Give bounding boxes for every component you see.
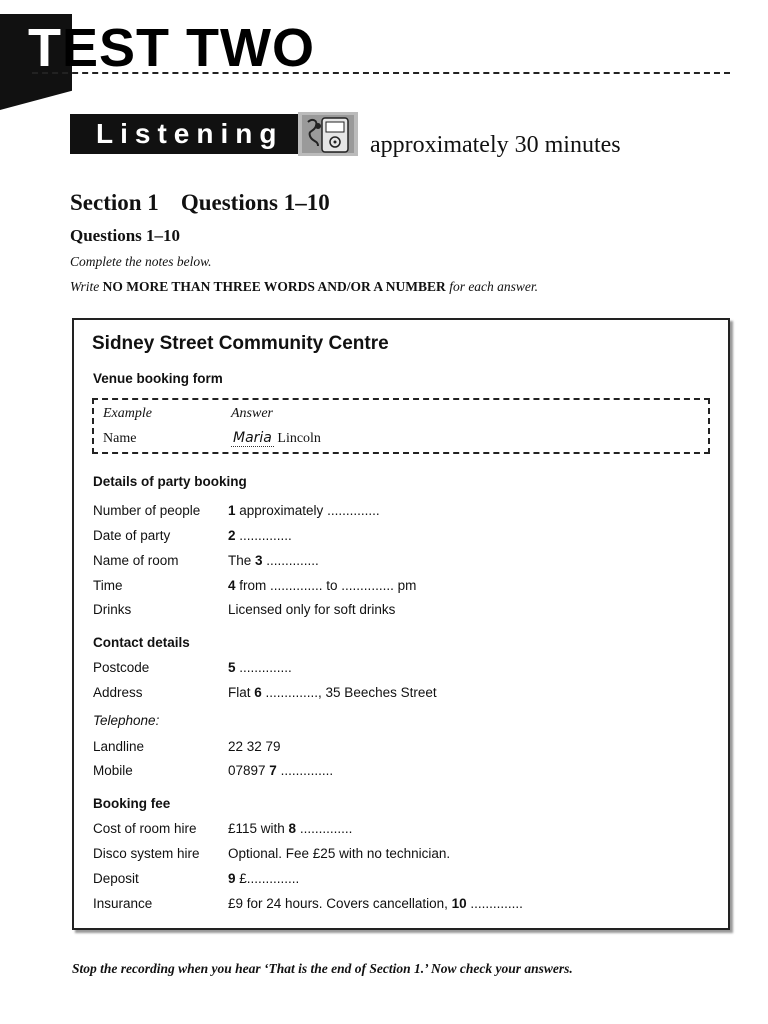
landline-value: 22 32 79: [228, 739, 281, 754]
answer-blank-10[interactable]: [228, 895, 523, 913]
insurance-label: Insurance: [93, 896, 153, 911]
mobile-label: Mobile: [93, 763, 133, 778]
answer-blank-7[interactable]: [228, 762, 333, 780]
instruction-pre: Write: [70, 279, 103, 294]
instruction-line-2: [70, 278, 538, 296]
disco-label: Disco system hire: [93, 846, 200, 861]
blank-dots: ..............: [296, 821, 353, 836]
test-title-first-letter: T: [28, 18, 62, 78]
duration-text: approximately 30 minutes: [370, 132, 621, 158]
blank-dots: ..............: [276, 763, 334, 778]
row-label: Date of party: [93, 528, 171, 543]
disco-value: Optional. Fee £25 with no technician.: [228, 846, 451, 861]
fee-heading: Booking fee: [93, 796, 171, 811]
question-number: 1: [228, 503, 236, 518]
answer-blank-5[interactable]: [228, 659, 292, 677]
question-number: 9: [228, 871, 236, 886]
example-label: Example: [103, 406, 152, 421]
room-hire-label: Cost of room hire: [93, 821, 197, 836]
question-number: 2: [228, 528, 236, 543]
question-number: 5: [228, 660, 236, 675]
handwritten-answer: Maria: [233, 430, 272, 446]
address-label: Address: [93, 685, 143, 700]
answer-blank-8[interactable]: [228, 820, 352, 838]
example-field: Name: [103, 431, 137, 446]
section-heading: [70, 188, 330, 218]
form-subtitle: Venue booking form: [93, 371, 223, 386]
row-label: Number of people: [93, 503, 201, 518]
example-box: [92, 398, 710, 454]
row-label: Name of room: [93, 553, 179, 568]
test-title-rest: EST TWO: [62, 18, 315, 78]
questions-heading: Questions 1–10: [70, 226, 181, 245]
deposit-label: Deposit: [93, 871, 139, 886]
postcode-label: Postcode: [93, 660, 150, 675]
header-dashed-rule: [32, 72, 730, 74]
question-number: 10: [451, 896, 467, 911]
paper-title: Listening: [96, 118, 284, 149]
blank-dots: ..............: [466, 896, 523, 911]
footer-instruction: Stop the recording when you hear ‘That is the end of Section 1.’ Now check your answers.: [72, 961, 573, 976]
row-value: Licensed only for soft drinks: [228, 602, 396, 617]
instruction-post: for each answer.: [445, 279, 539, 294]
question-number: 6: [254, 685, 262, 700]
form-title: Sidney Street Community Centre: [92, 333, 389, 354]
answer-blank-6[interactable]: [228, 684, 437, 702]
row-text: Flat: [228, 685, 255, 700]
answer-blank-2[interactable]: [228, 527, 292, 545]
blank-dots: ..............: [266, 553, 319, 568]
row-text: .............., 35 Beeches Street: [261, 685, 437, 700]
landline-label: Landline: [93, 739, 145, 754]
row-text: 07897: [228, 763, 270, 778]
question-number: 7: [269, 763, 277, 778]
party-heading: Details of party booking: [93, 474, 247, 489]
blank-dots: ..............: [235, 660, 292, 675]
blank-dots: ..............: [270, 578, 323, 593]
row-text: £9 for 24 hours. Covers cancellation,: [228, 896, 452, 911]
blank-dots: £..............: [235, 871, 300, 886]
question-number: 8: [288, 821, 297, 836]
row-label: Drinks: [93, 602, 132, 617]
test-title: [28, 18, 315, 78]
blank-dots: ..............: [239, 528, 292, 543]
section-questions: Questions 1–10: [180, 190, 330, 215]
example-answer: [231, 429, 321, 448]
instruction-line-1: Complete the notes below.: [70, 254, 212, 269]
row-text: approximately: [235, 503, 328, 518]
question-number: 4: [228, 578, 236, 593]
instruction-bold: NO MORE THAN THREE WORDS AND/OR A NUMBER: [102, 279, 446, 294]
row-text: £115 with: [228, 821, 289, 836]
section-title: Section 1: [70, 190, 159, 215]
row-label: Time: [93, 578, 123, 593]
example-answer-rest: Lincoln: [277, 431, 321, 446]
row-text: from: [235, 578, 271, 593]
contact-heading: Contact details: [93, 635, 190, 650]
row-text: to .............. pm: [322, 578, 417, 593]
row-text: The: [228, 553, 256, 568]
cassette-player-icon: [298, 112, 358, 156]
blank-dots: ..............: [327, 503, 380, 518]
telephone-label: Telephone:: [93, 713, 160, 728]
answer-blank-1[interactable]: [228, 502, 380, 520]
answer-blank-4[interactable]: [228, 577, 416, 595]
answer-blank-9[interactable]: [228, 870, 299, 888]
answer-blank-3[interactable]: [228, 552, 319, 570]
question-number: 3: [255, 553, 263, 568]
answer-label: Answer: [231, 406, 273, 421]
